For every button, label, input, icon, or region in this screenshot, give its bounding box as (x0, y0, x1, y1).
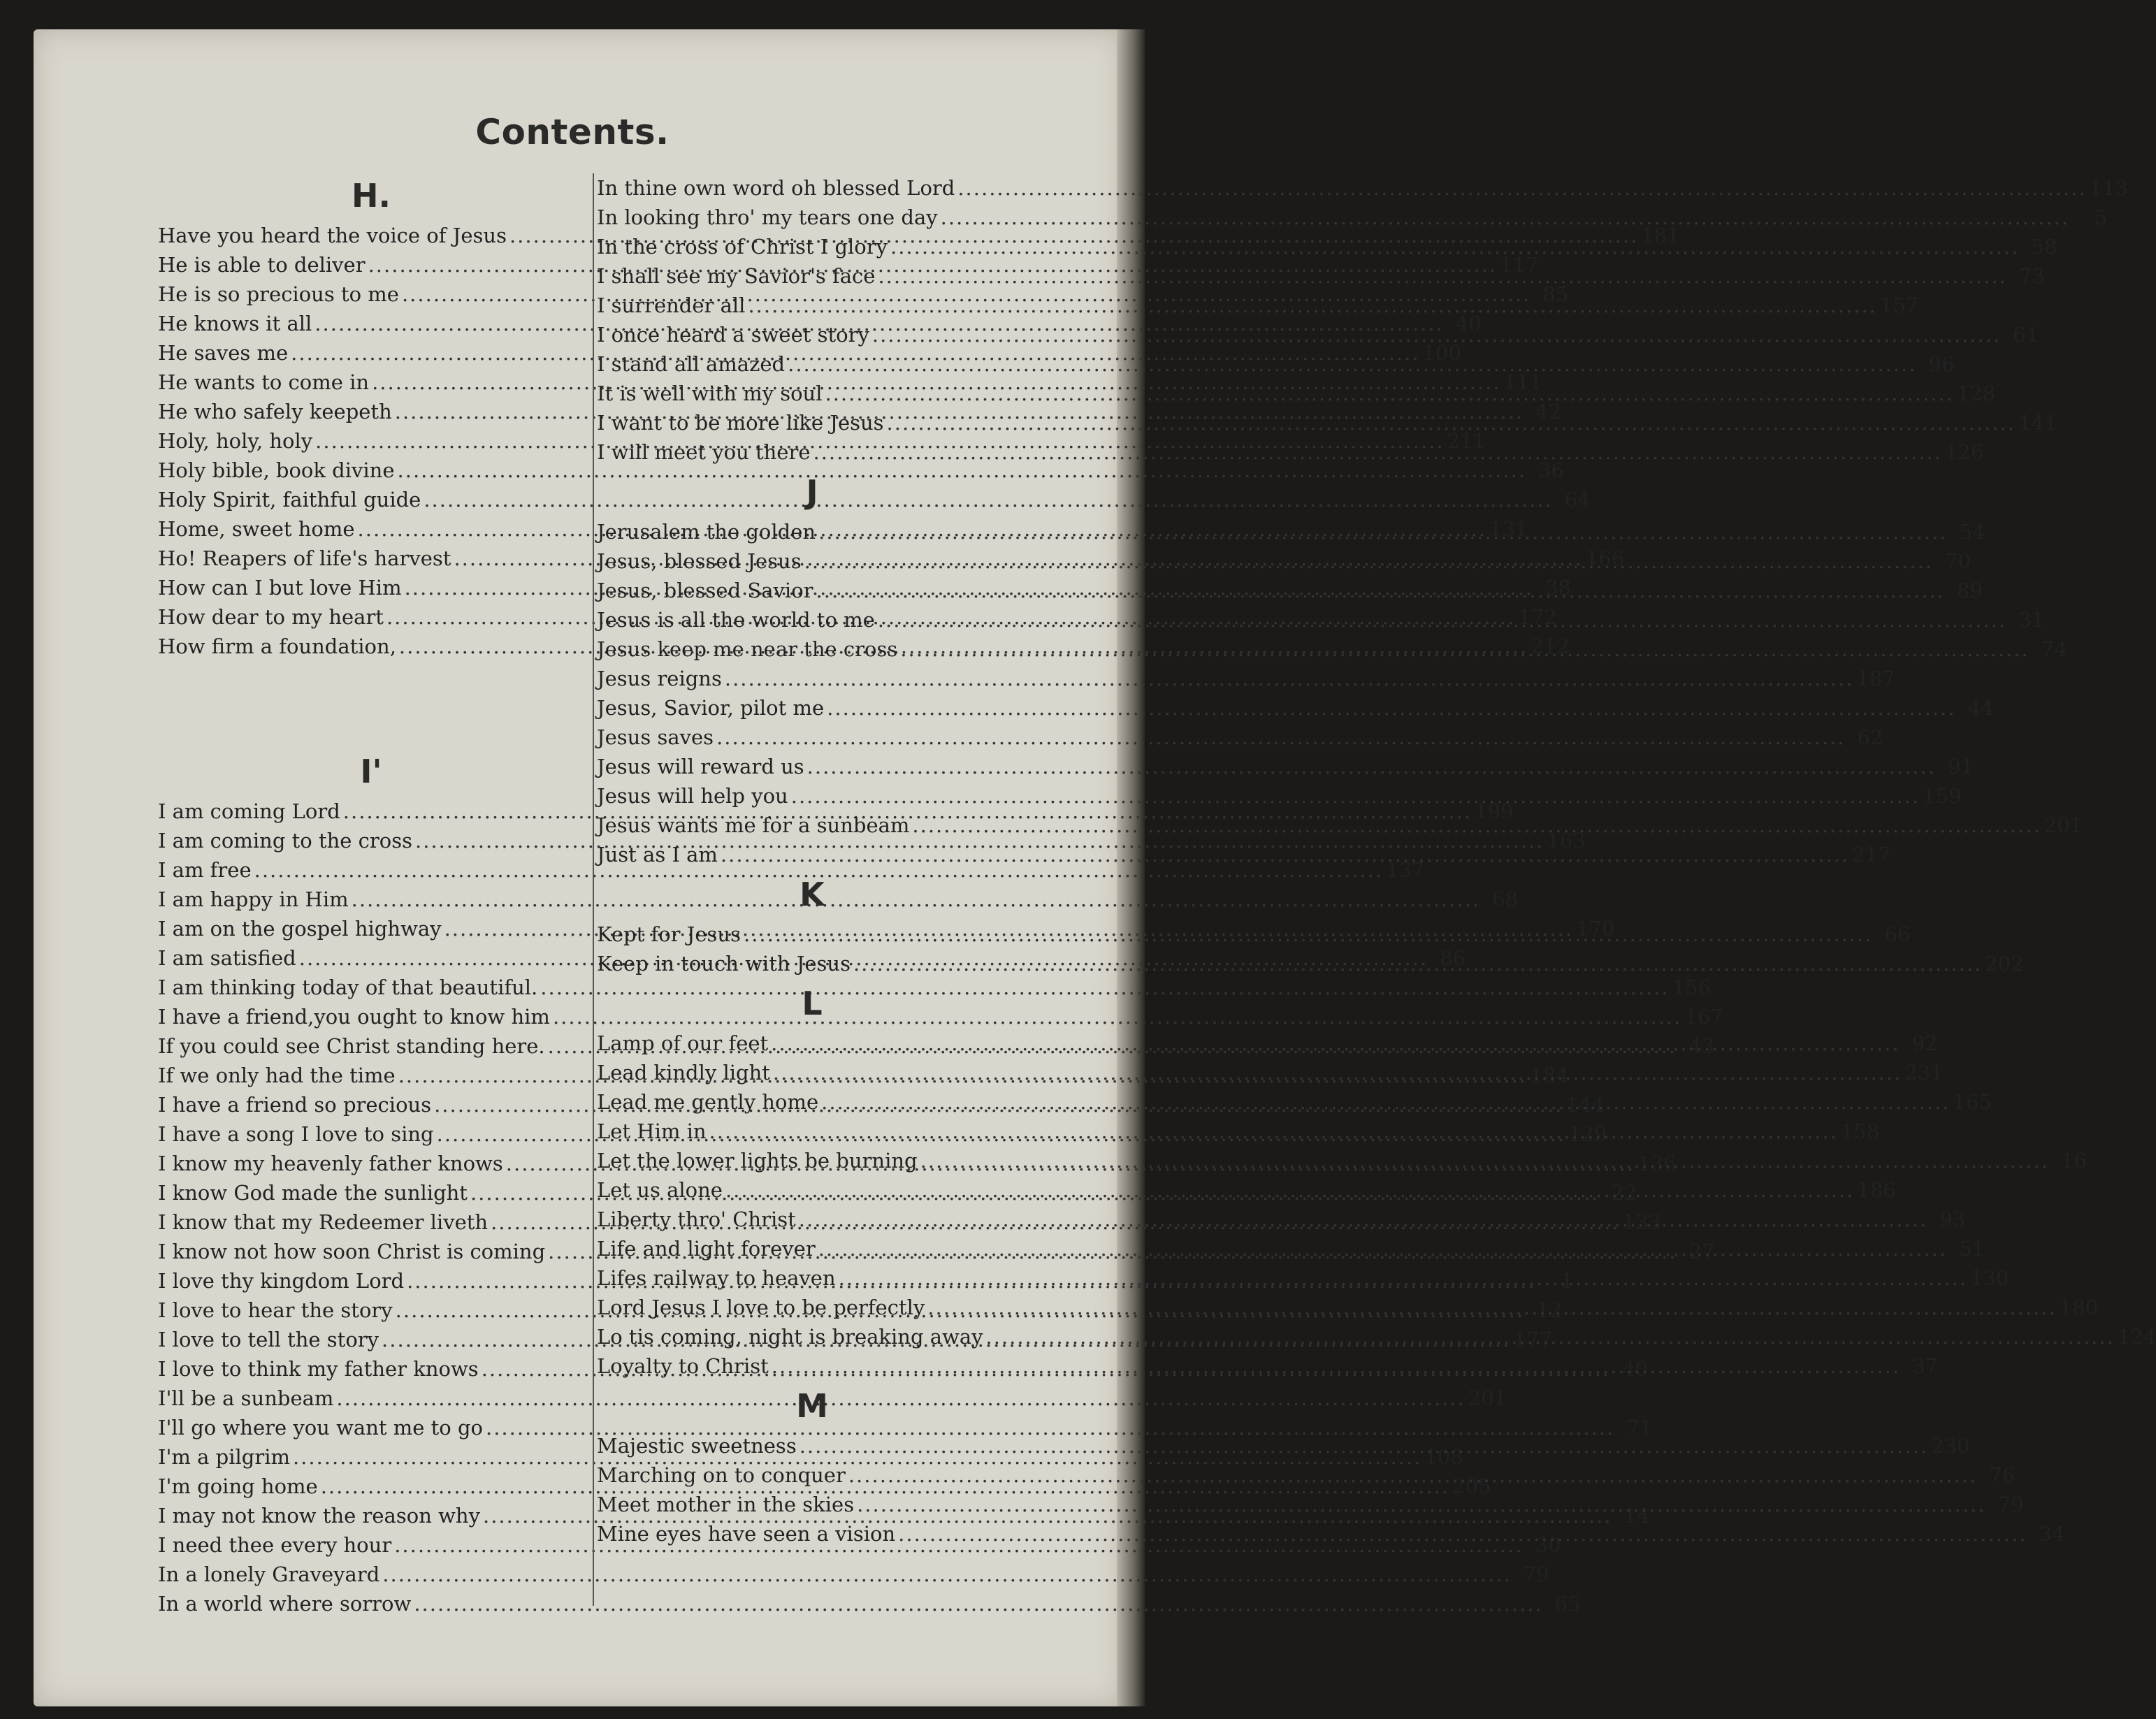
entry-title: In a world where sorrow (158, 1592, 412, 1616)
entry-title: I am satisfied (158, 946, 296, 970)
entry-title: Holy bible, book divine (158, 458, 395, 482)
entry-page-number: 156 (1672, 975, 1712, 999)
entry-page-number: 186 (1857, 1178, 1896, 1202)
entry-page-number: 34 (2039, 1522, 2065, 1546)
entry-page-number: 37 (1912, 1354, 1939, 1378)
dot-leader (827, 693, 1955, 723)
dot-leader (725, 664, 1853, 693)
entry-page-number: 131 (1489, 517, 1528, 541)
dot-leader (872, 320, 2001, 349)
dot-leader (791, 781, 1920, 811)
dot-leader (898, 1519, 2027, 1548)
entry-page-number: 217 (1852, 843, 1891, 866)
entry-title: He saves me (158, 341, 289, 365)
dot-leader (821, 1087, 1950, 1117)
entry-title: Jesus is all the world to me (597, 608, 875, 632)
dot-leader (748, 291, 1876, 320)
dot-leader (927, 1293, 2056, 1322)
entry-page-number: 91 (1948, 755, 1974, 778)
entry-page-number: 16 (2061, 1149, 2088, 1173)
entry-title: Let us alone (597, 1178, 723, 1202)
entry-title: Lifes railway to heaven (597, 1266, 836, 1290)
entry-page-number: 141 (2018, 411, 2057, 435)
entry-page-number: 79 (1997, 1493, 2024, 1516)
entry-title: Jesus will reward us (597, 755, 804, 778)
entry-title: I need thee every hour (158, 1533, 392, 1557)
entry-title: I have a friend,you ought to know him (158, 1005, 550, 1029)
entry-page-number: 199 (1475, 799, 1514, 823)
entry-title: I love thy kingdom Lord (158, 1269, 405, 1293)
entry-title: Mine eyes have seen a vision (597, 1522, 896, 1546)
entry-title: I'll go where you want me to go (158, 1416, 483, 1439)
column-divider (593, 173, 594, 1606)
entry-title: He is so precious to me (158, 282, 399, 306)
entry-page-number: 86 (1440, 946, 1466, 970)
page-title: Contents. (475, 112, 670, 152)
entry-title: I shall see my Savior's face (597, 264, 876, 288)
entry-page-number: 201 (2043, 813, 2083, 837)
section-spacer (158, 665, 584, 749)
dot-leader (986, 1322, 2115, 1351)
entry-title: Have you heard the voice of Jesus (158, 224, 507, 247)
dot-leader (818, 517, 1947, 546)
entry-title: I am on the gospel highway (158, 917, 442, 941)
entry-page-number: 27 (1688, 1240, 1715, 1263)
entry-title: Lead me gently home (597, 1090, 819, 1114)
entry-title: Keep in touch with Jesus (597, 952, 851, 975)
dot-leader (772, 1351, 1900, 1381)
entry-page-number: 212 (1531, 634, 1570, 658)
entry-page-number: 177 (1513, 1328, 1552, 1351)
entry-page-number: 211 (1447, 429, 1486, 453)
dot-leader (744, 920, 1872, 949)
entry-title: Home, sweet home (158, 517, 355, 541)
entry-title: Life and light forever (597, 1237, 816, 1261)
entry-title: Majestic sweetness (597, 1434, 797, 1458)
entry-title: How firm a foundation, (158, 634, 396, 658)
entry-page-number: 113 (2089, 176, 2129, 200)
dot-leader (857, 1490, 1985, 1519)
entry-page-number: 89 (1957, 579, 1983, 602)
index-entry (597, 752, 1974, 781)
dot-leader (721, 840, 1849, 869)
entry-title: Jesus will help you (597, 784, 788, 808)
entry-page-number: 64 (1564, 488, 1591, 512)
entry-page-number: 51 (1959, 1237, 1985, 1261)
entry-title: Lord Jesus I love to be perfectly (597, 1296, 925, 1319)
entry-title: I may not know the reason why (158, 1504, 480, 1528)
entry-title: It is well with my soul (597, 382, 823, 405)
entry-page-number: 38 (1545, 576, 1572, 600)
entry-page-number: 180 (2059, 1296, 2099, 1319)
entry-title: Holy, holy, holy (158, 429, 313, 453)
entry-title: Holy Spirit, faithful guide (158, 488, 421, 512)
entry-page-number: 167 (1684, 1005, 1723, 1029)
entry-page-number: 201 (1468, 1386, 1507, 1410)
entry-title: If we only had the time (158, 1064, 396, 1087)
dot-leader (878, 261, 2006, 291)
entry-page-number: 100 (1422, 341, 1461, 365)
entry-page-number: 1 (1561, 1269, 1574, 1293)
dot-leader (920, 1146, 2049, 1175)
dot-leader (887, 408, 2016, 437)
entry-title: Jerusalem the golden (597, 520, 816, 544)
entry-page-number: 128 (1956, 382, 1996, 405)
index-entry (158, 1589, 1581, 1618)
entry-page-number: 163 (1547, 829, 1586, 853)
entry-title: Just as I am (597, 843, 718, 866)
entry-page-number: 68 (1492, 887, 1519, 911)
entry-title: I am thinking today of that beautiful. (158, 975, 538, 999)
entry-page-number: 205 (1452, 1474, 1491, 1498)
index-entry (158, 1384, 1507, 1413)
section-letter-heading: H. (352, 177, 391, 215)
entry-page-number: 85 (1542, 282, 1569, 306)
entry-page-number: 70 (1945, 549, 1971, 573)
entry-page-number: 126 (1944, 440, 1984, 464)
entry-title: If you could see Christ standing here. (158, 1034, 545, 1058)
index-entry (597, 664, 1895, 693)
dot-leader (957, 173, 2086, 203)
entry-title: I know my heavenly father knows (158, 1152, 503, 1175)
dot-leader (725, 1175, 1854, 1205)
entry-title: I once heard a sweet story (597, 323, 869, 347)
entry-title: I am coming Lord (158, 799, 340, 823)
dot-leader (890, 232, 2019, 261)
entry-page-number: 129 (1568, 1122, 1607, 1146)
entry-title: Let the lower lights be burning (597, 1149, 918, 1173)
index-entry (158, 1002, 1723, 1031)
entry-title: He knows it all (158, 312, 312, 335)
entry-page-number: 66 (1884, 922, 1911, 946)
entry-page-number: 96 (1928, 352, 1955, 376)
section-letter-heading: J (806, 473, 818, 511)
index-entry (597, 1263, 2009, 1293)
entry-page-number: 92 (1911, 1031, 1938, 1055)
entry-title: I am coming to the cross (158, 829, 412, 853)
dot-leader (941, 203, 2069, 232)
entry-page-number: 124 (2117, 1325, 2156, 1349)
entry-page-number: 5 (2094, 205, 2108, 229)
entry-page-number: 14 (1623, 1504, 1650, 1528)
dot-leader (799, 1205, 1927, 1234)
entry-title: Kept for Jesus (597, 922, 741, 946)
entry-page-number: 40 (1622, 1357, 1649, 1381)
entry-page-number: 184 (1530, 1064, 1569, 1087)
index-entry (158, 1413, 1653, 1442)
entry-title: Liberty thro' Christ (597, 1207, 796, 1231)
dot-leader (813, 437, 1942, 467)
entry-title: I'll be a sunbeam (158, 1386, 334, 1410)
dot-leader (853, 949, 1982, 978)
entry-title: Lamp of our feet (597, 1031, 769, 1055)
entry-title: I am free (158, 858, 252, 882)
index-entry (158, 485, 1591, 514)
index-entry (158, 855, 1425, 885)
entry-page-number: 172 (1518, 605, 1557, 629)
entry-page-number: 12 (1536, 1298, 1563, 1322)
entry-title: Lead kindly light (597, 1061, 770, 1085)
dot-leader (816, 576, 1945, 605)
entry-title: I love to hear the story (158, 1298, 393, 1322)
dot-leader (788, 349, 1916, 379)
entry-title: He who safely keepeth (158, 400, 392, 423)
index-entry (158, 1560, 1549, 1589)
entry-page-number: 36 (1538, 458, 1564, 482)
entry-page-number: 111 (1503, 370, 1542, 394)
index-entry (597, 173, 2129, 203)
entry-title: Jesus wants me for a sunbeam (597, 813, 910, 837)
entry-page-number: 108 (1424, 1445, 1463, 1469)
entry-title: I know that my Redeemer liveth (158, 1210, 489, 1234)
entry-title: In thine own word oh blessed Lord (597, 176, 955, 200)
section-letter-heading: K (800, 876, 825, 913)
entry-page-number: 22 (1611, 1181, 1637, 1205)
entry-page-number: 73 (2018, 264, 2045, 288)
entry-page-number: 42 (1535, 400, 1562, 423)
entry-title: I will meet you there (597, 440, 811, 464)
entry-title: Jesus keep me near the cross (597, 637, 898, 661)
entry-title: I love to think my father knows (158, 1357, 479, 1381)
entry-page-number: 166 (1585, 546, 1625, 570)
entry-page-number: 79 (1523, 1562, 1549, 1586)
index-entry (597, 693, 1994, 723)
entry-page-number: 230 (1931, 1434, 1970, 1458)
entry-title: Marching on to conquer (597, 1463, 846, 1487)
entry-page-number: 231 (1904, 1061, 1944, 1085)
entry-page-number: 44 (1967, 696, 1994, 720)
entry-title: I have a song I love to sing (158, 1122, 434, 1146)
dot-leader (900, 634, 2029, 664)
index-entry (597, 203, 2108, 232)
dot-leader (912, 811, 2041, 840)
entry-title: He wants to come in (158, 370, 370, 394)
dot-leader (382, 1560, 1511, 1589)
dot-leader (839, 1263, 1967, 1293)
section-letter-heading: L (802, 985, 823, 1022)
entry-page-number: 61 (2013, 323, 2039, 347)
entry-page-number: 65 (1554, 1592, 1581, 1616)
index-entry (597, 723, 1883, 752)
entry-page-number: 136 (1637, 1152, 1677, 1175)
entry-title: Jesus, blessed Jesus (597, 549, 802, 573)
dot-leader (818, 1234, 1947, 1263)
entry-title: Meet mother in the skies (597, 1493, 855, 1516)
entry-title: Ho! Reapers of life's harvest (158, 546, 451, 570)
dot-leader (807, 752, 1936, 781)
entry-page-number: 157 (1879, 293, 1919, 317)
entry-page-number: 76 (1989, 1463, 2016, 1487)
entry-page-number: 93 (1939, 1207, 1966, 1231)
entry-title: I am happy in Him (158, 887, 349, 911)
entry-page-number: 165 (1953, 1090, 1992, 1114)
entry-title: I stand all amazed (597, 352, 786, 376)
entry-page-number: 133 (1622, 1210, 1661, 1234)
dot-leader (414, 1589, 1542, 1618)
entry-page-number: 40 (1455, 312, 1482, 335)
entry-title: In looking thro' my tears one day (597, 205, 938, 229)
entry-title: I'm going home (158, 1474, 318, 1498)
entry-title: How dear to my heart (158, 605, 384, 629)
entry-title: I'm a pilgrim (158, 1445, 290, 1469)
dot-leader (773, 1058, 1902, 1087)
entry-title: Lo tis coming, night is breaking away (597, 1325, 983, 1349)
entry-title: In a lonely Graveyard (158, 1562, 380, 1586)
entry-page-number: 137 (1386, 858, 1425, 882)
entry-title: Let Him in (597, 1119, 707, 1143)
entry-title: How can I but love Him (158, 576, 402, 600)
entry-page-number: 144 (1565, 1093, 1605, 1117)
entry-title: I love to tell the story (158, 1328, 379, 1351)
entry-title: Loyalty to Christ (597, 1354, 769, 1378)
section-letter-heading: M (796, 1387, 828, 1425)
entry-title: He is able to deliver (158, 253, 366, 277)
entry-page-number: 187 (1856, 667, 1895, 690)
entry-title: I surrender all (597, 293, 746, 317)
dot-leader (800, 1431, 1928, 1460)
section-letter-heading: I' (360, 753, 382, 790)
entry-page-number: 170 (1576, 917, 1615, 941)
index-entry (158, 456, 1564, 485)
entry-page-number: 117 (1500, 253, 1539, 277)
dot-leader (771, 1029, 1900, 1058)
entry-title: In the cross of Christ I glory (597, 235, 888, 259)
entry-title: I know not how soon Christ is coming (158, 1240, 546, 1263)
entry-title: I want to be more like Jesus (597, 411, 884, 435)
entry-page-number: 130 (1970, 1266, 2009, 1290)
dot-leader (825, 379, 1954, 408)
entry-title: Jesus saves (597, 725, 714, 749)
entry-page-number: 30 (1535, 1533, 1561, 1557)
entry-page-number: 202 (1985, 952, 2024, 975)
entry-page-number: 158 (1840, 1119, 1880, 1143)
entry-title: I know God made the sunlight (158, 1181, 468, 1205)
dot-leader (716, 723, 1845, 752)
entry-page-number: 71 (1626, 1416, 1653, 1439)
entry-title: Jesus, Savior, pilot me (597, 696, 825, 720)
entry-page-number: 43 (1688, 1034, 1715, 1058)
dot-leader (878, 605, 2006, 634)
entry-title: Jesus reigns (597, 667, 722, 690)
entry-title: Jesus, blessed Savior (597, 579, 813, 602)
entry-page-number: 159 (1923, 784, 1962, 808)
entry-page-number: 58 (2031, 235, 2057, 259)
index-entry (158, 973, 1712, 1002)
dot-leader (848, 1460, 1977, 1490)
entry-page-number: 31 (2018, 608, 2045, 632)
entry-page-number: 181 (1641, 224, 1680, 247)
index-entry (158, 885, 1519, 914)
dot-leader (709, 1117, 1838, 1146)
entry-title: I have a friend so precious (158, 1093, 432, 1117)
entry-page-number: 54 (1959, 520, 1985, 544)
dot-leader (804, 546, 1933, 576)
entry-page-number: 74 (2041, 637, 2067, 661)
entry-page-number: 62 (1857, 725, 1883, 749)
